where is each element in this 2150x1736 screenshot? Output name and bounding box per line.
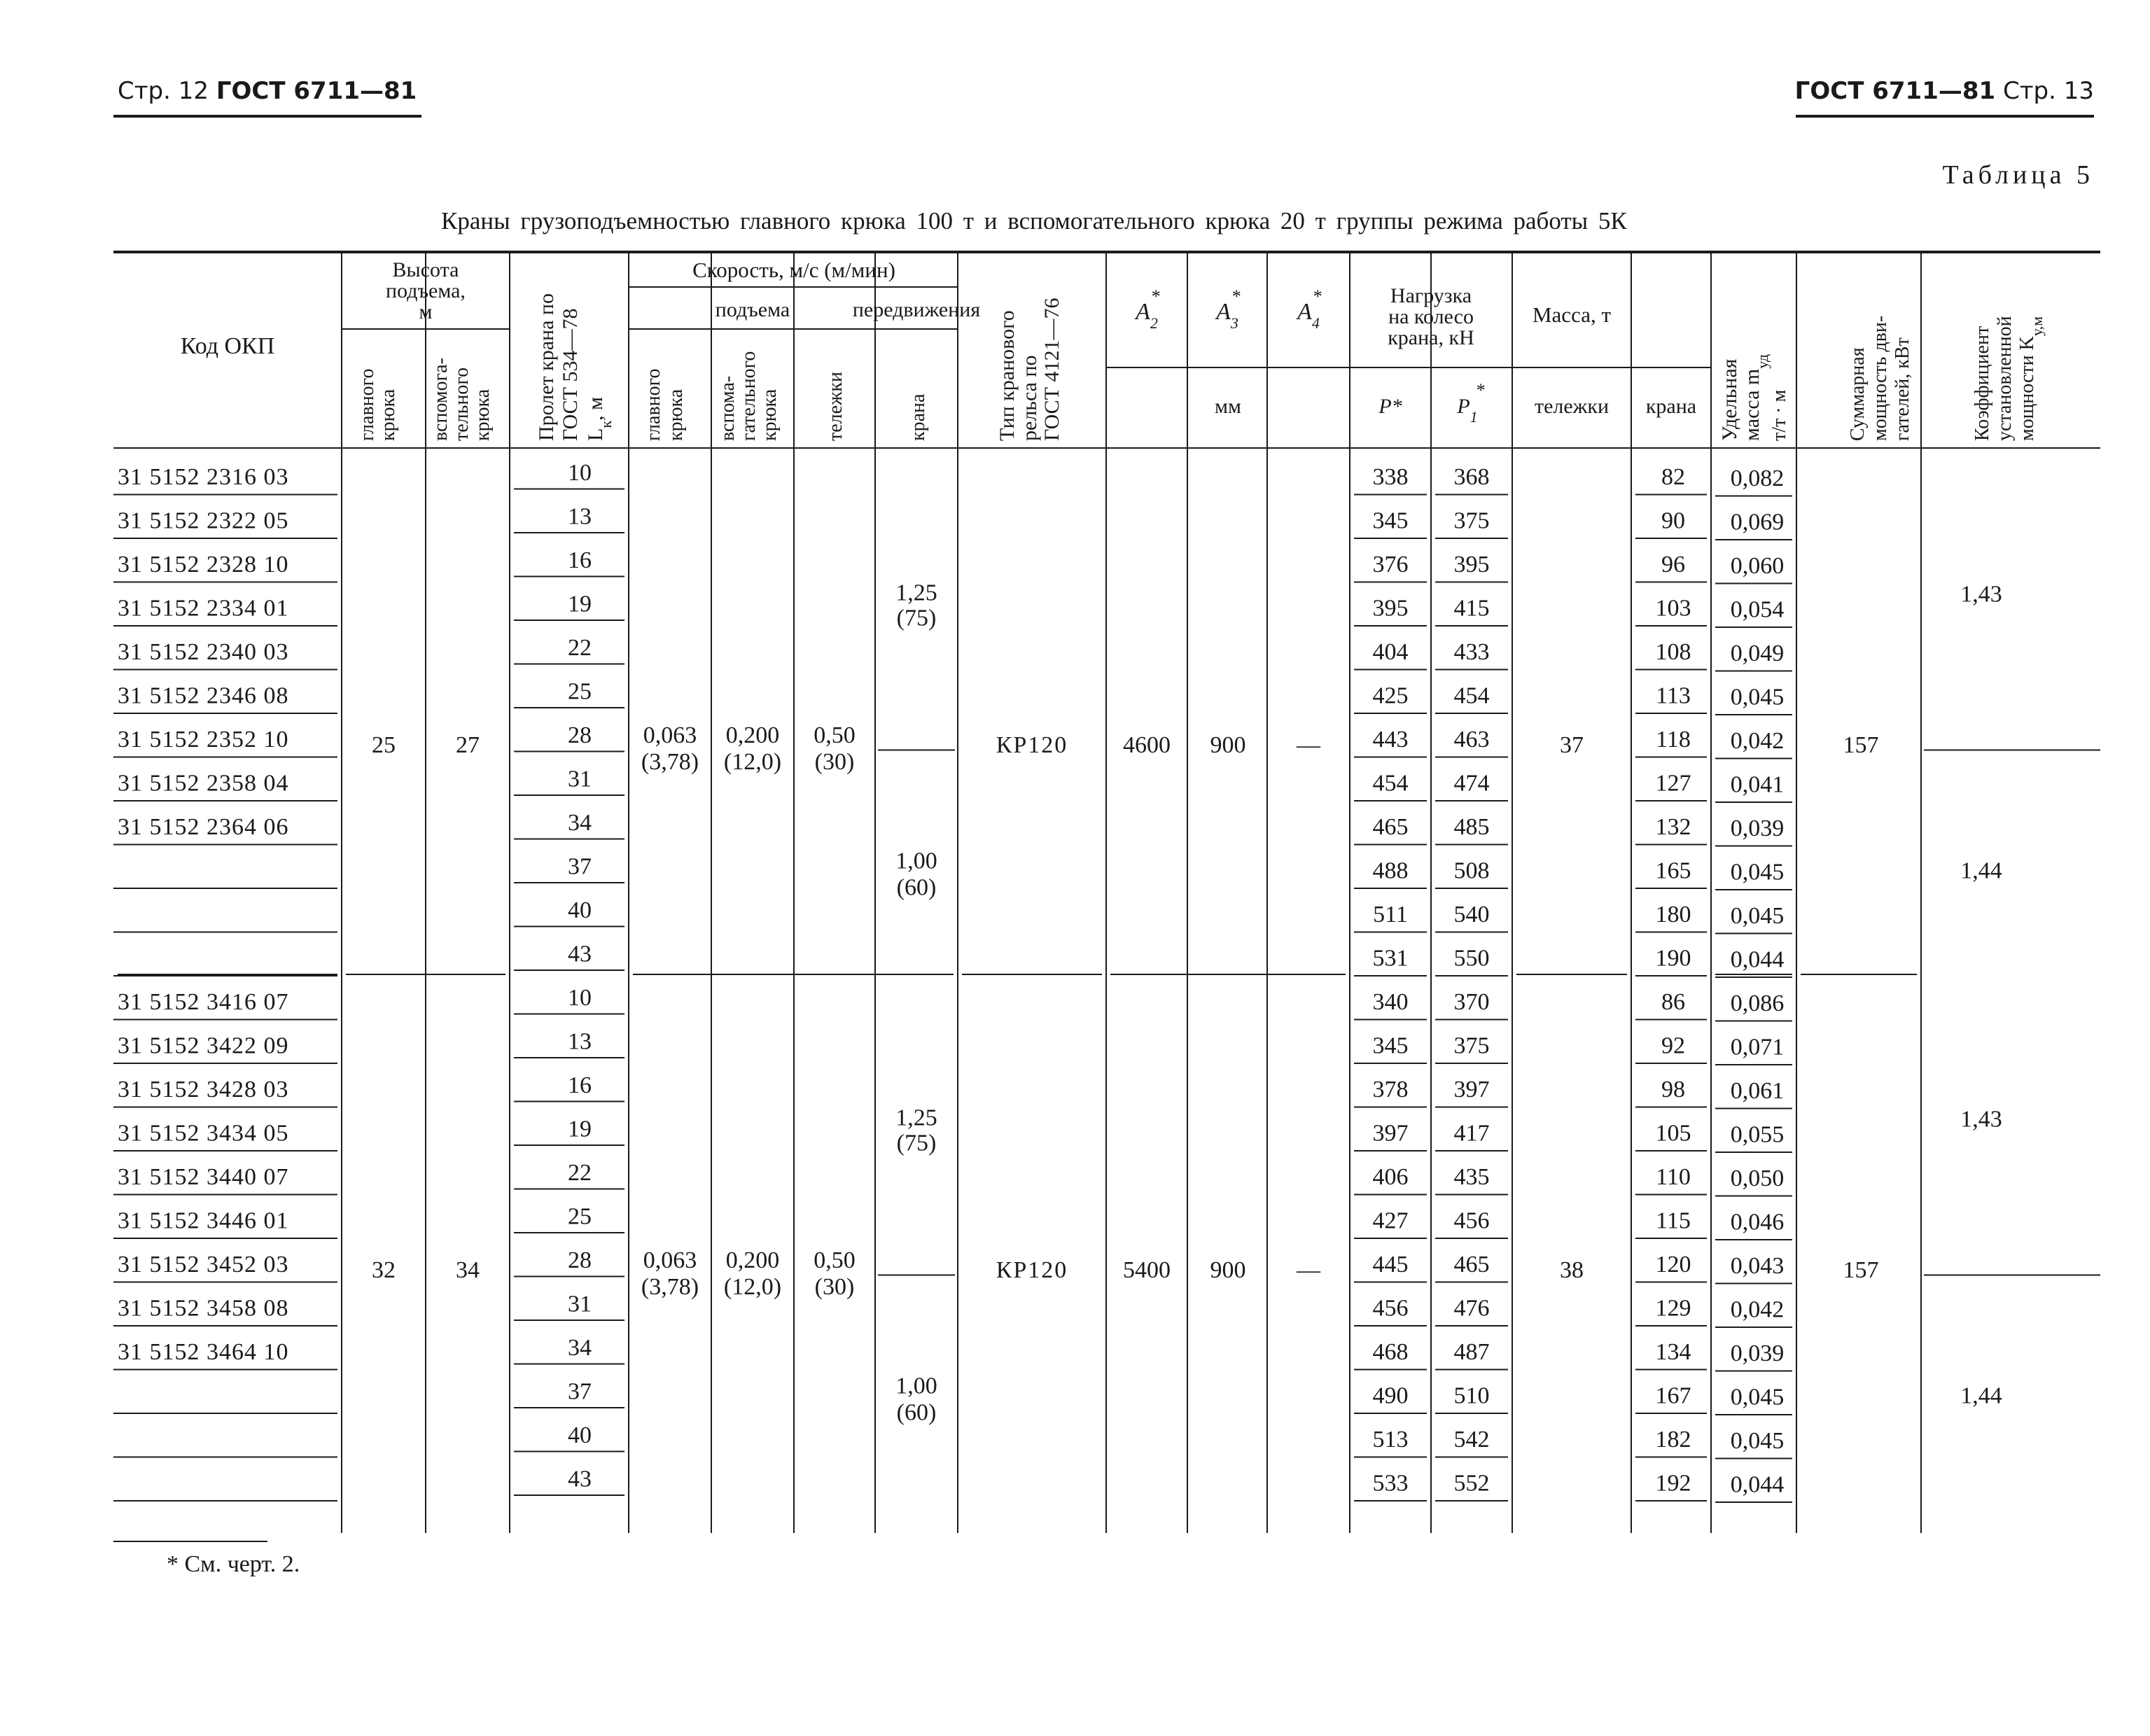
left-doc-code: ГОСТ 6711—81 xyxy=(216,77,417,105)
span-value: 25 xyxy=(568,1203,592,1230)
load-p-value: 397 xyxy=(1372,1120,1409,1147)
lift-main-value: (3,78) xyxy=(641,1274,699,1300)
mass-trolley-value: 38 xyxy=(1560,1257,1584,1283)
specific-mass-value: 0,039 xyxy=(1730,816,1785,841)
header-power-coeff: установленной xyxy=(1994,316,2016,441)
header-span: $L_к$, м xyxy=(584,396,615,441)
okp-code: 31 5152 2352 10 xyxy=(118,727,289,752)
specific-mass-value: 0,043 xyxy=(1730,1253,1785,1279)
load-p-value: 427 xyxy=(1372,1208,1409,1234)
span-value: 13 xyxy=(568,503,592,530)
header-lift-main: главного xyxy=(643,368,664,441)
span-value: 19 xyxy=(568,1116,592,1142)
span-value: 43 xyxy=(568,1466,592,1492)
span-value: 31 xyxy=(568,766,592,792)
span-value: 43 xyxy=(568,941,592,967)
span-value: 16 xyxy=(568,1072,592,1098)
crane-speed-value: 1,25 xyxy=(895,1105,937,1131)
total-power-value: 157 xyxy=(1843,732,1879,758)
load-p1-value: 510 xyxy=(1453,1382,1490,1409)
total-power-value: 157 xyxy=(1843,1257,1879,1283)
header-height-group: Высота xyxy=(392,258,459,281)
mass-crane-value: 120 xyxy=(1655,1252,1691,1278)
power-coeff-value: 1,44 xyxy=(1960,1382,2002,1409)
crane-speed-value: 1,25 xyxy=(895,580,937,606)
height-main-value: 25 xyxy=(372,732,396,758)
a2-value: 4600 xyxy=(1123,732,1171,758)
a4-value: — xyxy=(1297,732,1320,758)
mass-crane-value: 113 xyxy=(1656,682,1691,709)
trolley-speed-value: (30) xyxy=(814,749,855,775)
load-p-value: 454 xyxy=(1372,770,1409,797)
lift-aux-value: 0,200 xyxy=(725,1247,780,1273)
okp-code: 31 5152 2328 10 xyxy=(118,552,289,578)
mass-crane-value: 90 xyxy=(1661,507,1685,534)
okp-code: 31 5152 2316 03 xyxy=(118,464,289,490)
left-page-label: Стр. 12 xyxy=(118,77,209,105)
power-coeff-value: 1,43 xyxy=(1960,581,2002,608)
header-rail: Тип кранового xyxy=(996,310,1019,441)
mass-crane-value: 182 xyxy=(1655,1427,1691,1452)
mass-crane-value: 132 xyxy=(1655,814,1691,840)
load-p1-value: 456 xyxy=(1453,1208,1490,1234)
load-p-value: 406 xyxy=(1372,1164,1409,1190)
load-p-value: 378 xyxy=(1372,1077,1409,1102)
load-p1-value: 375 xyxy=(1453,1032,1490,1059)
height-main-value: 32 xyxy=(372,1257,396,1283)
span-value: 28 xyxy=(568,722,592,748)
load-p1-value: 395 xyxy=(1453,552,1490,578)
header-height-group: подъема, xyxy=(386,279,466,302)
header-mass-crane: крана xyxy=(1645,395,1697,418)
header-rail: рельса по xyxy=(1018,355,1041,441)
mass-crane-value: 192 xyxy=(1655,1470,1691,1497)
table-number: Таблица 5 xyxy=(1942,160,2094,190)
specific-mass-value: 0,045 xyxy=(1730,859,1785,886)
mass-trolley-value: 37 xyxy=(1560,732,1584,758)
mass-crane-value: 115 xyxy=(1656,1208,1691,1234)
load-p1-value: 417 xyxy=(1453,1120,1490,1147)
header-a4: $A_4*$ xyxy=(1297,286,1322,332)
specific-mass-value: 0,054 xyxy=(1730,596,1785,623)
specific-mass-value: 0,042 xyxy=(1730,728,1785,754)
header-height-aux: вспомога- xyxy=(430,358,452,441)
load-p1-value: 454 xyxy=(1453,682,1490,709)
load-p-value: 533 xyxy=(1372,1470,1409,1497)
load-p1-value: 463 xyxy=(1453,727,1490,752)
header-speed-group: Скорость, м/с (м/мин) xyxy=(692,258,895,282)
header-a3-star: * xyxy=(1231,286,1241,307)
a4-value: — xyxy=(1297,1257,1320,1283)
okp-code: 31 5152 3464 10 xyxy=(118,1339,289,1365)
load-p1-value: 485 xyxy=(1453,814,1490,840)
okp-code: 31 5152 2358 04 xyxy=(118,770,289,797)
specific-mass-value: 0,046 xyxy=(1730,1209,1785,1236)
span-value: 28 xyxy=(568,1247,592,1273)
a3-value: 900 xyxy=(1210,1257,1246,1283)
load-p-value: 345 xyxy=(1372,507,1409,534)
mass-crane-value: 165 xyxy=(1655,858,1691,884)
a3-value: 900 xyxy=(1210,732,1246,758)
crane-speed-value: (75) xyxy=(896,1130,937,1156)
header-a3: $A_3*$ xyxy=(1216,286,1241,332)
load-p1-value: 550 xyxy=(1453,945,1490,972)
header-a2: $A_2*$ xyxy=(1136,286,1160,332)
load-p1-value: 397 xyxy=(1453,1077,1490,1102)
header-trolley-speed: тележки xyxy=(825,372,846,441)
header-load-group: Нагрузка xyxy=(1390,284,1472,307)
okp-code: 31 5152 3452 03 xyxy=(118,1252,289,1278)
header-span-unit: , м xyxy=(584,396,607,421)
okp-code: 31 5152 2334 01 xyxy=(118,595,289,622)
okp-code: 31 5152 3422 09 xyxy=(118,1032,289,1059)
header-lift-aux: вспома- xyxy=(717,375,739,441)
header-p1-star: * xyxy=(1475,380,1485,400)
okp-code: 31 5152 3434 05 xyxy=(118,1120,289,1147)
span-value: 19 xyxy=(568,591,592,617)
span-value: 22 xyxy=(568,1160,592,1186)
footnote-rule xyxy=(113,1541,267,1542)
load-p-value: 425 xyxy=(1372,682,1409,709)
header-span-sub: к xyxy=(596,420,615,428)
header-height-main: главного xyxy=(356,368,378,441)
mass-crane-value: 103 xyxy=(1655,595,1691,622)
load-p-value: 511 xyxy=(1373,902,1408,927)
okp-code: 31 5152 3446 01 xyxy=(118,1208,289,1234)
mass-crane-value: 92 xyxy=(1661,1032,1685,1059)
okp-code: 31 5152 2346 08 xyxy=(118,682,289,709)
header-span: ГОСТ 534—78 xyxy=(559,308,582,441)
rail-type-value: КР120 xyxy=(996,1257,1068,1283)
header-mass-group: Масса, т xyxy=(1532,302,1612,327)
footnote: * См. черт. 2. xyxy=(167,1551,300,1577)
crane-speed-value: (60) xyxy=(896,1399,937,1426)
okp-code: 31 5152 2322 05 xyxy=(118,507,289,534)
load-p1-value: 487 xyxy=(1453,1339,1490,1365)
header-lift-main: крюка xyxy=(665,388,687,441)
specific-mass-value: 0,071 xyxy=(1730,1034,1785,1060)
header-total-power: мощность дви- xyxy=(1869,315,1891,441)
header-lift-aux: крюка xyxy=(759,388,781,441)
header-lift: подъема xyxy=(715,298,790,321)
load-p-value: 465 xyxy=(1372,814,1409,840)
specific-mass-value: 0,086 xyxy=(1730,990,1785,1016)
height-aux-value: 27 xyxy=(456,732,480,758)
header-a3-sub: 3 xyxy=(1230,314,1238,332)
header-height-aux: крюка xyxy=(472,388,494,441)
a2-value: 5400 xyxy=(1123,1257,1171,1283)
okp-code: 31 5152 3458 08 xyxy=(118,1295,289,1322)
crane-speed-value: 1,00 xyxy=(895,1373,937,1399)
header-specific-mass: т/т · м xyxy=(1768,389,1790,441)
okp-code: 31 5152 2364 06 xyxy=(118,814,289,840)
lift-main-value: 0,063 xyxy=(643,722,697,748)
specific-mass-value: 0,044 xyxy=(1730,1471,1785,1498)
lift-aux-value: (12,0) xyxy=(723,749,782,775)
mass-crane-value: 108 xyxy=(1655,639,1691,665)
header-p1: $P_1*$ xyxy=(1457,380,1485,426)
header-p1-sub: 1 xyxy=(1470,407,1478,426)
okp-code: 31 5152 3440 07 xyxy=(118,1164,289,1190)
load-p-value: 531 xyxy=(1372,945,1409,972)
header-total-power: Суммарная xyxy=(1847,347,1869,441)
mass-crane-value: 118 xyxy=(1656,727,1691,752)
load-p-value: 345 xyxy=(1372,1032,1409,1059)
load-p-value: 395 xyxy=(1372,595,1409,622)
table-caption: Краны грузоподъемностью главного крюка 100 т и вспомогательного крюка 20 т группы режима работы 5К xyxy=(441,207,1627,234)
right-doc-code: ГОСТ 6711—81 xyxy=(1794,77,1996,105)
header-power-coeff: Коэффициент xyxy=(1971,326,1993,441)
specific-mass-value: 0,061 xyxy=(1730,1078,1785,1104)
span-value: 40 xyxy=(568,1422,592,1448)
trolley-speed-value: 0,50 xyxy=(814,1247,856,1273)
header-load-group: на колесо xyxy=(1388,305,1474,328)
header-p: P* xyxy=(1378,395,1402,418)
mass-crane-value: 190 xyxy=(1655,945,1691,972)
load-p1-value: 542 xyxy=(1453,1427,1490,1452)
right-page-label: Стр. 13 xyxy=(2002,77,2094,105)
specific-mass-value: 0,045 xyxy=(1730,903,1785,929)
specific-mass-value: 0,060 xyxy=(1730,553,1785,579)
specific-mass-value: 0,082 xyxy=(1730,465,1785,491)
crane-speed-value: (75) xyxy=(896,605,937,631)
load-p1-value: 375 xyxy=(1453,507,1490,534)
load-p1-value: 465 xyxy=(1453,1252,1490,1278)
load-p1-value: 415 xyxy=(1453,595,1490,622)
specific-mass-value: 0,049 xyxy=(1730,640,1785,666)
header-height-main: крюка xyxy=(377,388,399,441)
header-a2-star: * xyxy=(1150,286,1160,307)
header-rail: ГОСТ 4121—76 xyxy=(1040,298,1063,441)
lift-aux-value: 0,200 xyxy=(725,722,780,748)
header-height-group: м xyxy=(419,300,433,323)
load-p1-value: 552 xyxy=(1453,1470,1490,1497)
crane-speed-value: (60) xyxy=(896,874,937,901)
load-p-value: 456 xyxy=(1372,1295,1409,1322)
specific-mass-value: 0,045 xyxy=(1730,1384,1785,1410)
mass-crane-value: 96 xyxy=(1661,552,1685,578)
header-power-coeff-sub: у,м xyxy=(2027,316,2046,337)
header-specific-mass: масса $m_{уд}$ xyxy=(1740,354,1771,441)
span-value: 34 xyxy=(568,810,592,836)
span-value: 34 xyxy=(568,1335,592,1361)
lift-aux-value: (12,0) xyxy=(723,1274,782,1300)
header-mm: мм xyxy=(1215,395,1241,418)
mass-crane-value: 167 xyxy=(1655,1382,1691,1409)
span-value: 13 xyxy=(568,1028,592,1055)
header-a4-sub: 4 xyxy=(1311,314,1320,332)
mass-crane-value: 127 xyxy=(1655,770,1691,797)
load-p-value: 404 xyxy=(1372,639,1409,665)
specific-mass-value: 0,045 xyxy=(1730,684,1785,710)
span-value: 40 xyxy=(568,897,592,923)
specific-mass-value: 0,050 xyxy=(1730,1166,1785,1191)
load-p-value: 443 xyxy=(1372,727,1409,752)
header-lift-aux: гательного xyxy=(738,351,760,441)
span-value: 10 xyxy=(568,985,592,1011)
mass-crane-value: 129 xyxy=(1655,1295,1691,1322)
okp-code: 31 5152 3428 03 xyxy=(118,1077,289,1102)
mass-crane-value: 86 xyxy=(1661,989,1685,1015)
load-p1-value: 435 xyxy=(1453,1164,1490,1190)
specific-mass-value: 0,044 xyxy=(1730,946,1785,973)
mass-crane-value: 98 xyxy=(1661,1077,1685,1102)
span-value: 37 xyxy=(568,1378,592,1405)
header-height-aux: тельного xyxy=(451,367,473,441)
load-p-value: 338 xyxy=(1372,464,1409,490)
load-p1-value: 433 xyxy=(1453,639,1490,665)
header-a4-star: * xyxy=(1312,286,1322,307)
header-travel: передвижения xyxy=(852,298,981,321)
specific-mass-value: 0,055 xyxy=(1730,1121,1785,1148)
load-p-value: 376 xyxy=(1372,552,1409,578)
load-p1-value: 368 xyxy=(1453,464,1490,490)
span-value: 16 xyxy=(568,547,592,573)
mass-crane-value: 82 xyxy=(1661,464,1685,490)
load-p-value: 445 xyxy=(1372,1252,1409,1278)
height-aux-value: 34 xyxy=(456,1257,480,1283)
trolley-speed-value: 0,50 xyxy=(814,722,856,748)
power-coeff-value: 1,43 xyxy=(1960,1106,2002,1133)
header-power-coeff: мощности $K_{у,м}$ xyxy=(2016,316,2046,441)
load-p-value: 490 xyxy=(1372,1382,1409,1409)
span-value: 31 xyxy=(568,1291,592,1317)
header-mass-trolley: тележки xyxy=(1534,395,1610,418)
trolley-speed-value: (30) xyxy=(814,1274,855,1300)
specific-mass-value: 0,042 xyxy=(1730,1296,1785,1323)
load-p1-value: 540 xyxy=(1453,902,1490,927)
header-load-group: крана, кН xyxy=(1388,326,1474,349)
crane-speed-value: 1,00 xyxy=(895,848,937,874)
load-p1-value: 474 xyxy=(1453,770,1490,797)
header-specific-mass: Удельная xyxy=(1718,358,1741,441)
specific-mass-value: 0,041 xyxy=(1730,771,1785,798)
load-p-value: 340 xyxy=(1372,989,1409,1015)
load-p-value: 468 xyxy=(1372,1339,1409,1365)
rail-type-value: КР120 xyxy=(996,732,1068,758)
specific-mass-value: 0,045 xyxy=(1730,1428,1785,1454)
specific-mass-value: 0,039 xyxy=(1730,1340,1785,1366)
header-total-power: гателей, кВт xyxy=(1892,337,1913,441)
power-coeff-value: 1,44 xyxy=(1960,858,2002,884)
specific-mass-value: 0,069 xyxy=(1730,509,1785,536)
mass-crane-value: 110 xyxy=(1656,1164,1691,1190)
lift-main-value: (3,78) xyxy=(641,749,699,775)
header-span: Пролет крана по xyxy=(535,293,558,441)
span-value: 22 xyxy=(568,635,592,661)
span-value: 10 xyxy=(568,460,592,486)
header-a2-sub: 2 xyxy=(1150,314,1158,332)
load-p1-value: 370 xyxy=(1453,989,1490,1015)
header-specific-mass-sub: уд xyxy=(1753,354,1771,369)
mass-crane-value: 134 xyxy=(1655,1339,1691,1365)
mass-crane-value: 105 xyxy=(1655,1120,1691,1147)
header-crane-speed: крана xyxy=(907,393,929,441)
load-p1-value: 508 xyxy=(1453,858,1490,884)
lift-main-value: 0,063 xyxy=(643,1247,697,1273)
okp-code: 31 5152 3416 07 xyxy=(118,989,289,1015)
header-okp: Код ОКП xyxy=(180,333,275,359)
load-p-value: 513 xyxy=(1372,1427,1409,1452)
span-value: 25 xyxy=(568,678,592,705)
span-value: 37 xyxy=(568,853,592,880)
mass-crane-value: 180 xyxy=(1655,902,1691,927)
load-p-value: 488 xyxy=(1372,858,1409,884)
load-p1-value: 476 xyxy=(1453,1295,1490,1322)
okp-code: 31 5152 2340 03 xyxy=(118,639,289,665)
